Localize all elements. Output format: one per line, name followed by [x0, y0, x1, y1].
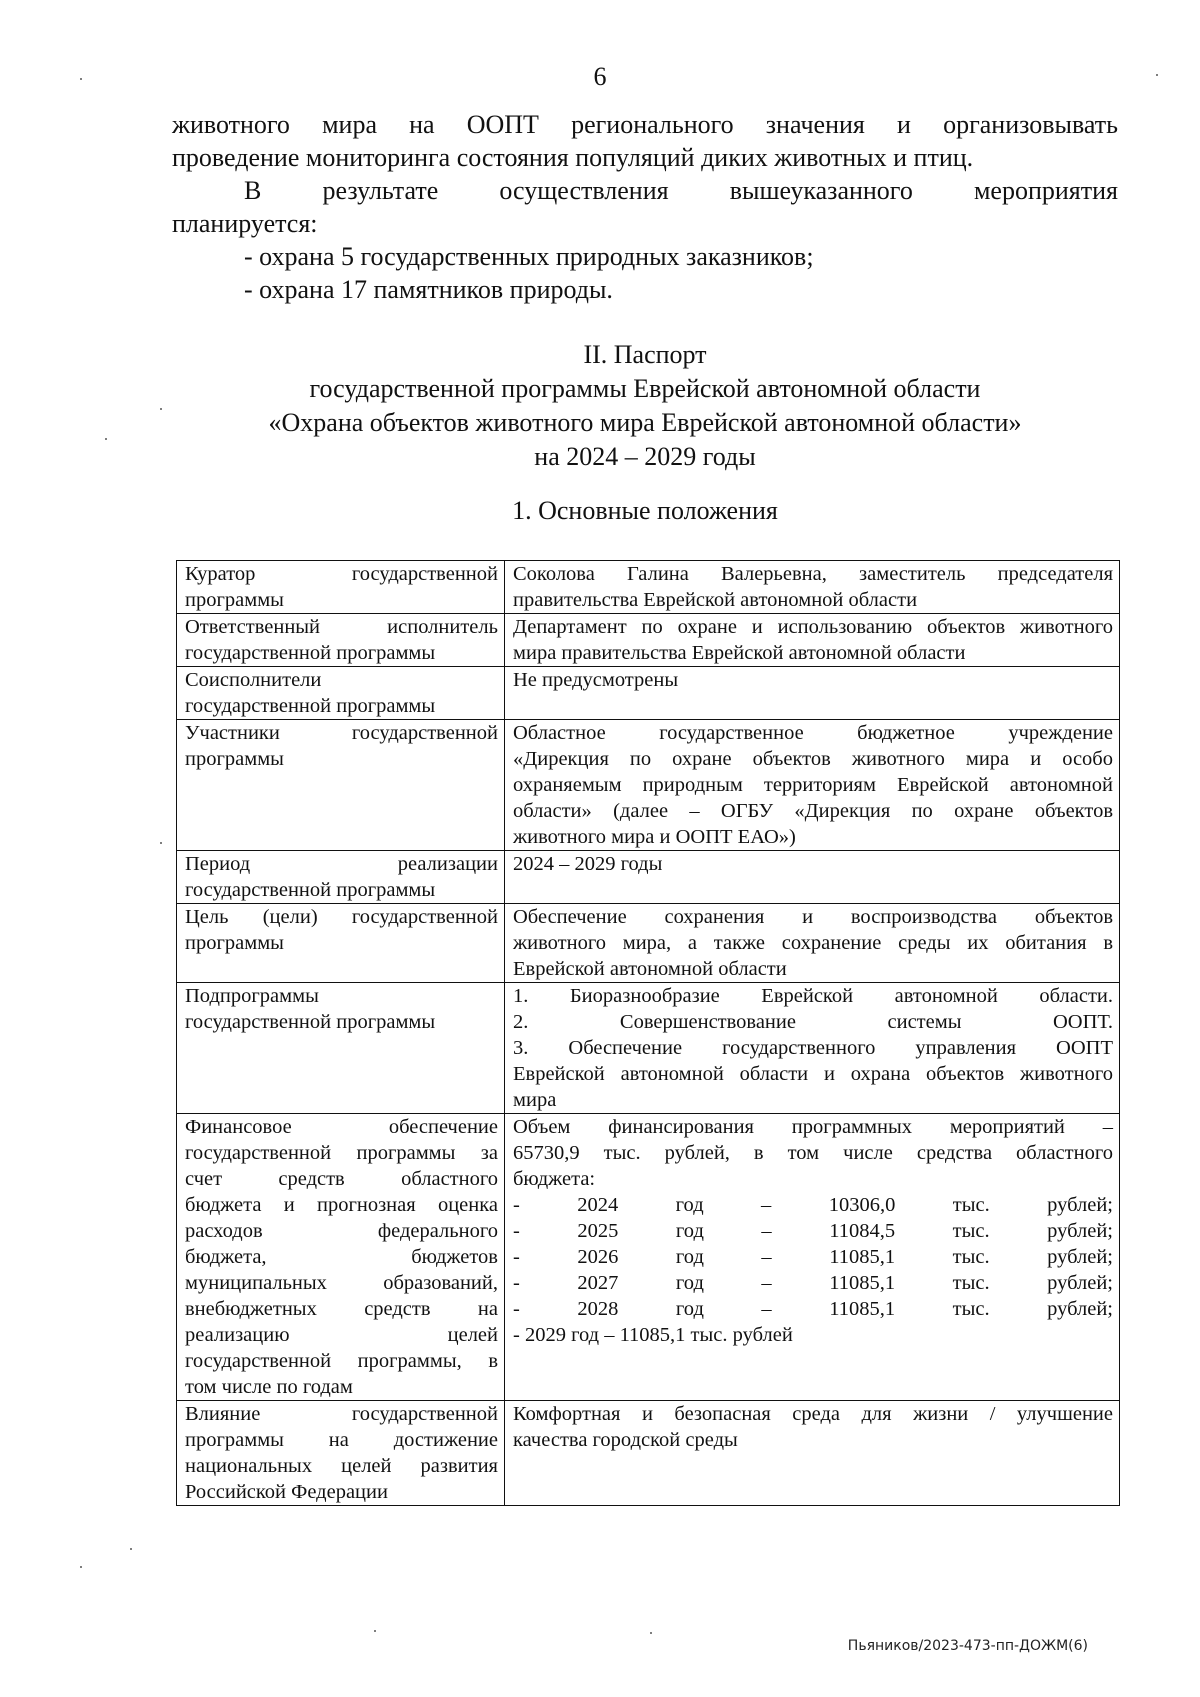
table-cell-label: [177, 720, 505, 851]
table-cell-line: Соисполнители: [185, 669, 322, 691]
table-cell-line: расходов федерального: [185, 1220, 498, 1242]
table-cell-line: качества городской среды: [513, 1429, 738, 1451]
table-cell-line: Куратор государственной: [185, 563, 498, 585]
scan-speck: [80, 78, 82, 80]
table-cell-line: государственной программы: [185, 879, 436, 901]
table-cell-line: 1. Биоразнообразие Еврейской автономной области.: [513, 985, 1113, 1007]
table-cell-line: Соколова Галина Валерьевна, заместитель председателя: [513, 563, 1113, 585]
table-cell-line: Участники государственной: [185, 722, 498, 744]
table-cell-line: программы: [185, 589, 284, 611]
scan-speck: [130, 1548, 132, 1550]
table-cell-line: 2024 – 2029 годы: [513, 853, 663, 875]
scan-speck: [160, 408, 162, 410]
table-cell-line: охраняемым природным территориям Еврейской автономной: [513, 774, 1113, 796]
table-cell-line: государственной программы: [185, 642, 436, 664]
table-cell-line: - 2027 год – 11085,1 тыс. рублей;: [513, 1272, 1113, 1294]
table-cell-line: том числе по годам: [185, 1376, 353, 1398]
table-cell-line: Влияние государственной: [185, 1403, 498, 1425]
table-cell-line: государственной программы: [185, 695, 436, 717]
table-cell-line: - 2024 год – 10306,0 тыс. рублей;: [513, 1194, 1113, 1216]
table-row: [177, 851, 1120, 904]
table-cell-label: [177, 904, 505, 983]
table-cell-line: - 2025 год – 11084,5 тыс. рублей;: [513, 1220, 1113, 1242]
table-cell-label: [177, 1114, 505, 1401]
intro-paragraph-2-line-1: В результате осуществления вышеуказанного мероприятия: [244, 176, 1118, 205]
passport-table-body: [177, 561, 1120, 1506]
subheading: 1. Основные положения: [512, 496, 778, 525]
table-cell-label: [177, 851, 505, 904]
table-cell-line: счет средств областного: [185, 1168, 498, 1190]
intro-bullet-1: - охрана 5 государственных природных заказников;: [244, 242, 814, 271]
table-row: [177, 667, 1120, 720]
table-cell-line: - 2026 год – 11085,1 тыс. рублей;: [513, 1246, 1113, 1268]
section-heading: [172, 338, 1118, 474]
scan-speck: [80, 1566, 82, 1568]
table-cell-line: 2. Совершенствование системы ООПТ.: [513, 1011, 1113, 1033]
table-cell-line: животного мира, а также сохранение среды их обитания в: [513, 932, 1113, 954]
table-cell-line: муниципальных образований,: [185, 1272, 498, 1294]
table-cell-line: мира: [513, 1089, 557, 1111]
section-heading-line-3: «Охрана объектов животного мира Еврейской автономной области»: [268, 408, 1022, 437]
table-cell-line: Российской Федерации: [185, 1481, 388, 1503]
table-cell-value: [505, 720, 1120, 851]
page-number: 6: [593, 62, 607, 91]
table-cell-line: программы: [185, 932, 284, 954]
scan-speck: [1156, 74, 1158, 76]
table-cell-label: [177, 614, 505, 667]
table-row: [177, 614, 1120, 667]
table-cell-line: национальных целей развития: [185, 1455, 498, 1477]
table-cell-label: [177, 561, 505, 614]
table-cell-line: программы на достижение: [185, 1429, 498, 1451]
table-row: [177, 1114, 1120, 1401]
table-cell-line: Период реализации: [185, 853, 498, 875]
table-cell-line: государственной программы: [185, 1011, 436, 1033]
table-cell-value: [505, 904, 1120, 983]
section-heading-line-4: на 2024 – 2029 годы: [534, 442, 756, 471]
table-cell-line: Не предусмотрены: [513, 669, 679, 691]
table-cell-line: реализацию целей: [185, 1324, 498, 1346]
table-row: [177, 1401, 1120, 1506]
table-cell-line: Еврейской автономной области: [513, 958, 787, 980]
table-cell-line: «Дирекция по охране объектов животного мира и особо: [513, 748, 1113, 770]
table-cell-line: Подпрограммы: [185, 985, 319, 1007]
table-cell-line: программы: [185, 748, 284, 770]
intro-bullet-2: - охрана 17 памятников природы.: [244, 275, 613, 304]
section-heading-line-1: II. Паспорт: [583, 340, 707, 369]
table-row: [177, 983, 1120, 1114]
table-cell-value: [505, 667, 1120, 720]
table-cell-line: 65730,9 тыс. рублей, в том числе средства областного: [513, 1142, 1113, 1164]
table-cell-line: бюджета, бюджетов: [185, 1246, 498, 1268]
footer-document-code: Пьяников/2023-473-пп-ДОЖМ(6): [847, 1638, 1088, 1654]
scan-speck: [160, 842, 162, 844]
table-cell-line: правительства Еврейской автономной области: [513, 589, 918, 611]
table-cell-line: области» (далее – ОГБУ «Дирекция по охране объектов: [513, 800, 1113, 822]
table-row: [177, 904, 1120, 983]
table-cell-line: мира правительства Еврейской автономной области: [513, 642, 966, 664]
table-cell-value: [505, 1114, 1120, 1401]
intro-paragraph-1-line-2: проведение мониторинга состояния популяций диких животных и птиц.: [172, 143, 974, 172]
intro-paragraph-2-line-2: планируется:: [172, 209, 318, 238]
passport-table: [176, 560, 1120, 1506]
table-cell-line: Еврейской автономной области и охрана объектов животного: [513, 1063, 1113, 1085]
table-cell-line: Цель (цели) государственной: [185, 906, 498, 928]
table-cell-label: [177, 667, 505, 720]
table-cell-line: Областное государственное бюджетное учреждение: [513, 722, 1113, 744]
table-cell-line: животного мира и ООПТ ЕАО»): [513, 826, 796, 848]
intro-text: [172, 108, 1118, 306]
table-cell-label: [177, 983, 505, 1114]
table-cell-line: 3. Обеспечение государственного управления ООПТ: [513, 1037, 1113, 1059]
table-cell-value: [505, 614, 1120, 667]
table-cell-line: внебюджетных средств на: [185, 1298, 498, 1320]
scan-speck: [374, 1630, 376, 1632]
scan-speck: [650, 1632, 652, 1634]
table-row: [177, 720, 1120, 851]
table-cell-value: [505, 851, 1120, 904]
table-cell-line: государственной программы, в: [185, 1350, 498, 1372]
table-cell-value: [505, 983, 1120, 1114]
table-cell-line: государственной программы за: [185, 1142, 498, 1164]
table-cell-value: [505, 1401, 1120, 1506]
scan-speck: [105, 438, 107, 440]
table-cell-line: Объем финансирования программных мероприятий –: [513, 1116, 1113, 1138]
table-cell-line: Финансовое обеспечение: [185, 1116, 498, 1138]
table-cell-line: - 2028 год – 11085,1 тыс. рублей;: [513, 1298, 1113, 1320]
table-row: [177, 561, 1120, 614]
table-cell-line: бюджета:: [513, 1168, 596, 1190]
table-cell-line: Ответственный исполнитель: [185, 616, 498, 638]
table-cell-line: - 2029 год – 11085,1 тыс. рублей: [513, 1324, 793, 1346]
section-heading-line-2: государственной программы Еврейской автономной области: [309, 374, 981, 403]
intro-paragraph-1-line-1: животного мира на ООПТ регионального значения и организовывать: [172, 110, 1118, 139]
table-cell-label: [177, 1401, 505, 1506]
table-cell-line: бюджета и прогнозная оценка: [185, 1194, 498, 1216]
table-cell-line: Обеспечение сохранения и воспроизводства объектов: [513, 906, 1113, 928]
table-cell-line: Департамент по охране и использованию объектов животного: [513, 616, 1113, 638]
table-cell-value: [505, 561, 1120, 614]
table-cell-line: Комфортная и безопасная среда для жизни / улучшение: [513, 1403, 1113, 1425]
